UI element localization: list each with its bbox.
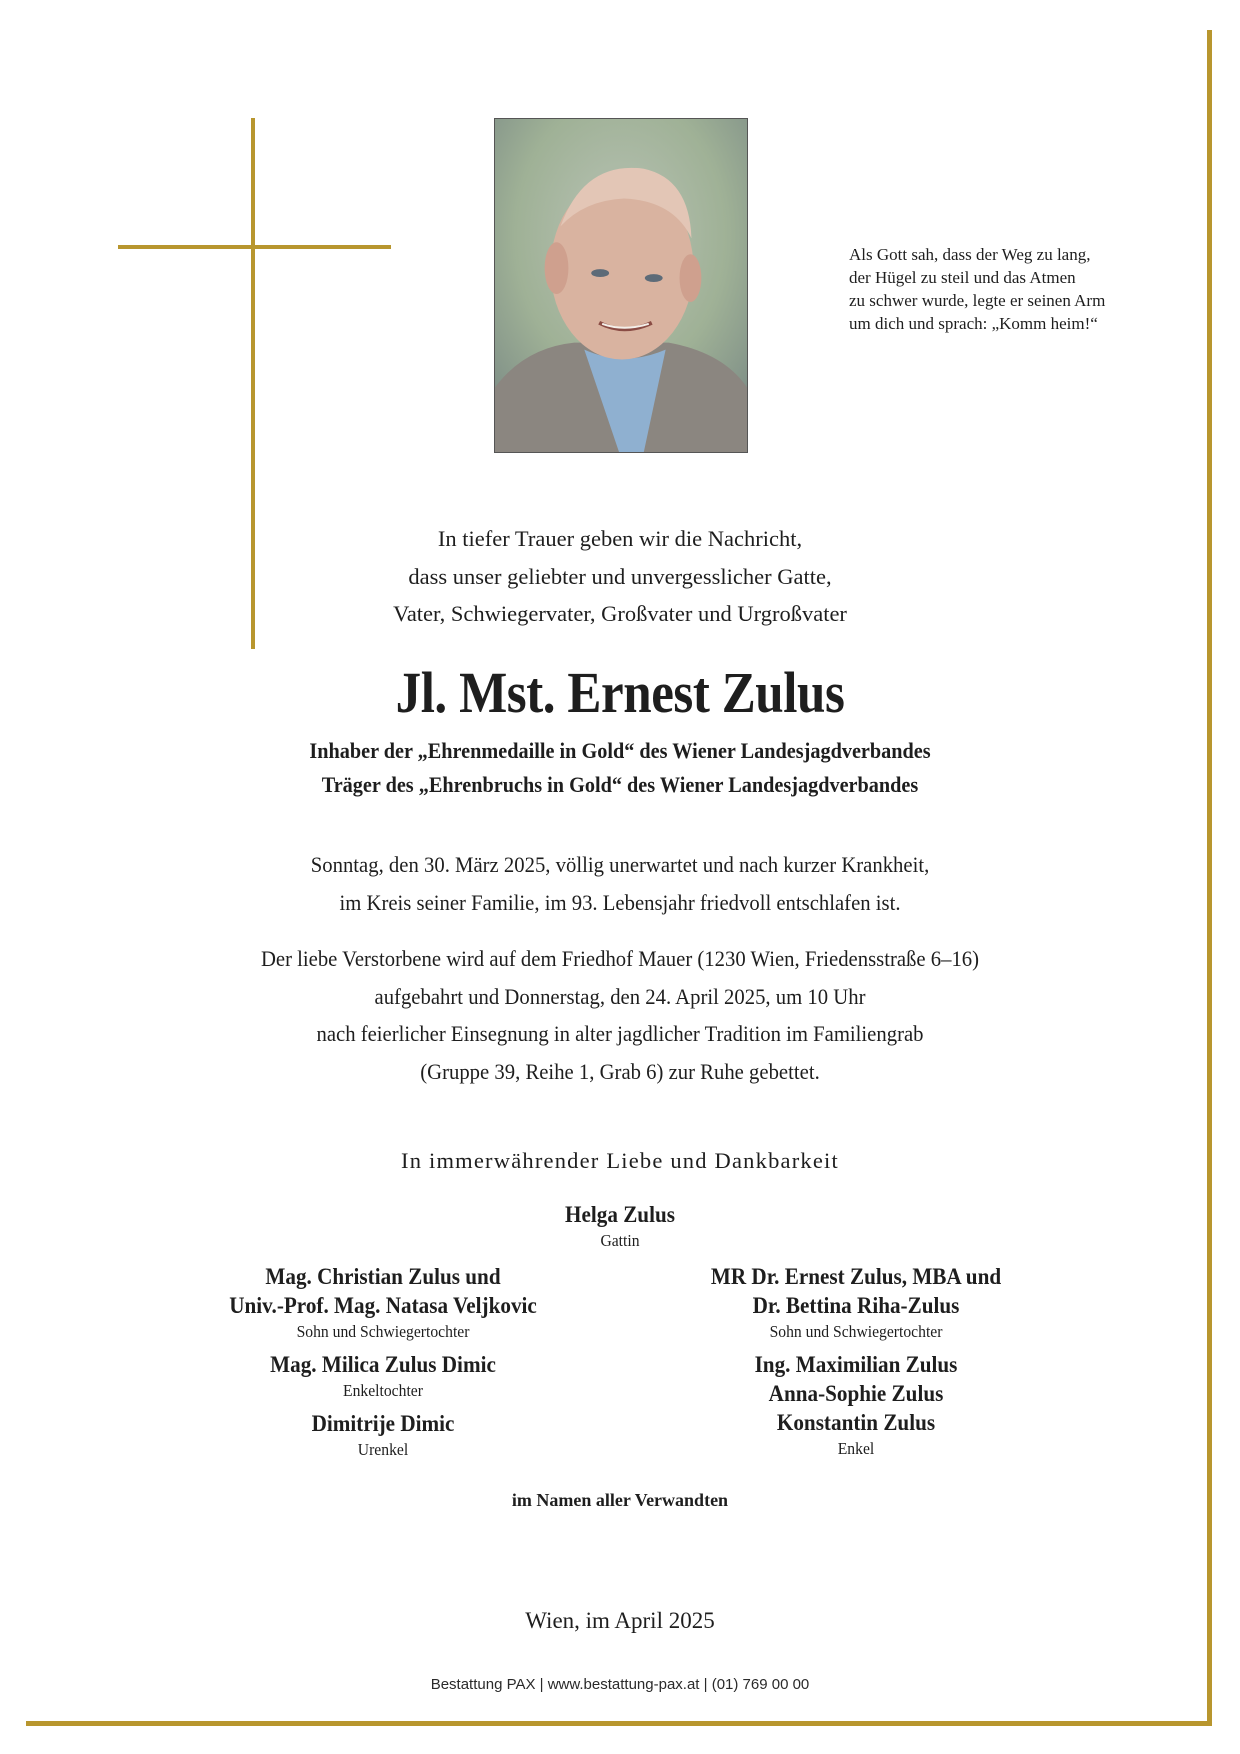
honour-line: Träger des „Ehrenbruchs in Gold“ des Wiener Landesjagdverbandes [321,772,919,797]
funeral-line: aufgebahrt und Donnerstag, den 24. April 2025, um 10 Uhr [374,983,866,1009]
place-date: Wien, im April 2025 [525,1608,715,1633]
mourners-heading: In immerwährender Liebe und Dankbarkeit [401,1148,839,1173]
mourner-group [616,1262,1096,1344]
intro-line: dass unser geliebter und unvergesslicher Gatte, [408,563,832,589]
funeral-details [50,940,1191,1090]
intro-line: In tiefer Trauer geben wir die Nachricht, [437,526,803,551]
death-line: Sonntag, den 30. März 2025, völlig unerwartet und nach kurzer Krankheit, [310,852,930,877]
mourner-name: Anna-Sophie Zulus [768,1381,944,1406]
poem-line: Als Gott sah, dass der Weg zu lang, [849,245,1091,264]
mourner-relation: Sohn und Schwiegertochter [296,1322,470,1341]
mourner-relation: Urenkel [357,1440,409,1459]
death-line: im Kreis seiner Familie, im 93. Lebensjahr friedvoll entschlafen ist. [339,890,901,915]
poem-line: zu schwer wurde, legte er seinen Arm [849,291,1106,310]
mourner-group [143,1350,623,1403]
mourner-name: Mag. Christian Zulus und [265,1264,501,1289]
mourner-name: Univ.-Prof. Mag. Natasa Veljkovic [229,1293,537,1318]
funeral-line: nach feierlicher Einsegnung in alter jagdlicher Tradition im Familiengrab [316,1021,924,1046]
poem-line: der Hügel zu steil und das Atmen [849,268,1076,287]
honour-line: Inhaber der „Ehrenmedaille in Gold“ des Wiener Landesjagdverbandes [309,738,931,763]
mourner-name: Dr. Bettina Riha-Zulus [752,1293,960,1318]
mourners-left-column [143,1262,623,1468]
mourner-relation: Enkeltochter [343,1381,423,1400]
mourner-group [143,1262,623,1344]
mourner-name: MR Dr. Ernest Zulus, MBA und [710,1264,1002,1289]
cross-horizontal-bar [118,245,391,249]
funeral-line: Der liebe Verstorbene wird auf dem Friedhof Mauer (1230 Wien, Friedensstraße 6–16) [260,946,980,971]
intro-line: Vater, Schwiegervater, Großvater und Urgroßvater [393,601,847,626]
deceased-name: Jl. Mst. Ernest Zulus [395,660,845,725]
frame-border-bottom [26,1721,1212,1726]
announcement-intro [0,520,1240,633]
mourner-name: Helga Zulus [565,1202,675,1227]
mourner-spouse [0,1200,1240,1259]
mourners-right-column [616,1262,1096,1467]
mourner-relation: Sohn und Schwiegertochter [769,1322,943,1341]
mourner-group [143,1409,623,1462]
poem-line: um dich und sprach: „Komm heim!“ [849,314,1098,333]
portrait-illustration [495,119,747,452]
frame-border-right [1207,30,1212,1726]
mourner-name: Konstantin Zulus [776,1410,936,1435]
mourner-name: Dimitrije Dimic [311,1411,455,1436]
mourner-group [616,1350,1096,1461]
mourner-name: Ing. Maximilian Zulus [754,1352,958,1377]
mourner-name: Mag. Milica Zulus Dimic [270,1352,496,1377]
death-notice [50,846,1191,922]
portrait-photo [494,118,748,453]
mourner-relation: Enkel [837,1439,875,1458]
poem [849,243,1105,335]
behalf-of-relatives: im Namen aller Verwandten [511,1490,729,1510]
funeral-home-footer: Bestattung PAX | www.bestattung-pax.at | (01) 769 00 00 [430,1676,810,1693]
funeral-line: (Gruppe 39, Reihe 1, Grab 6) zur Ruhe gebettet. [420,1058,820,1084]
mourner-relation: Gattin [600,1231,640,1250]
honours [50,734,1191,802]
